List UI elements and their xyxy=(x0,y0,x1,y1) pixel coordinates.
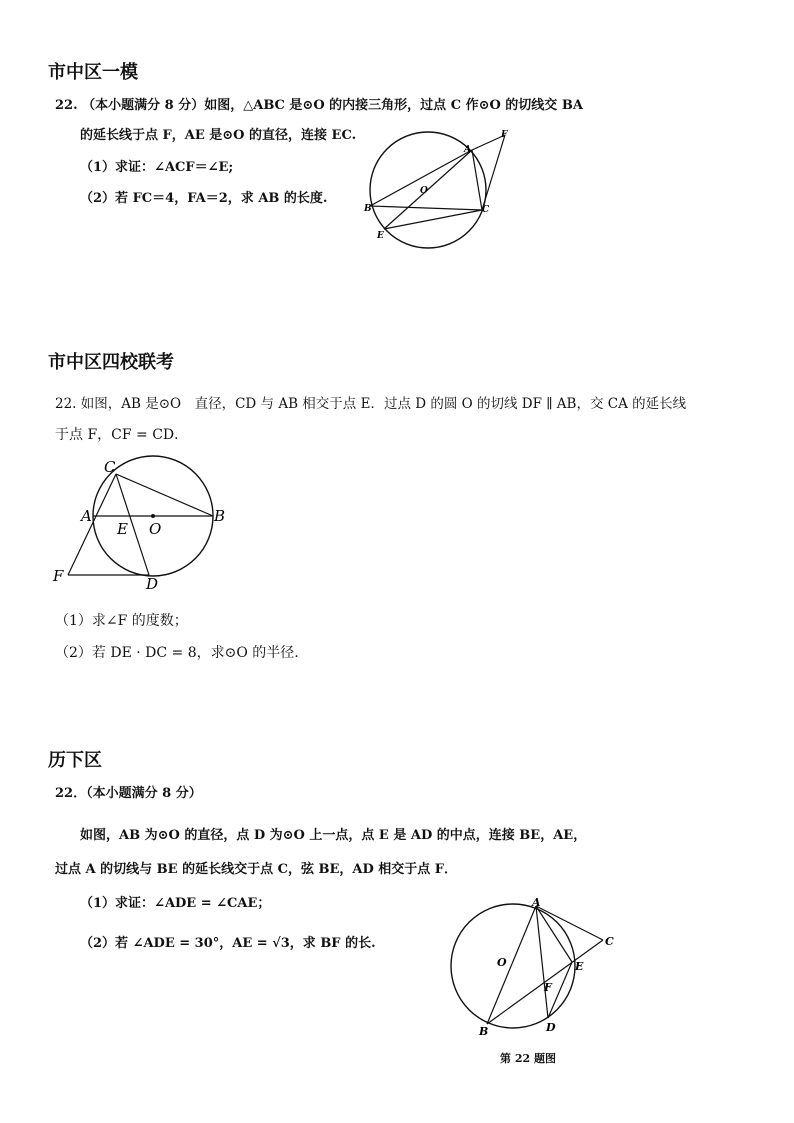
question-1: （1）求∠F 的度数； xyxy=(55,613,188,629)
point-label: C xyxy=(482,205,490,215)
point-label: C xyxy=(605,935,614,948)
point-label: B xyxy=(214,507,226,525)
segment xyxy=(68,474,116,575)
segment xyxy=(370,206,482,210)
point-label: D xyxy=(546,1021,556,1034)
point-label: E xyxy=(117,520,128,538)
segment xyxy=(370,150,472,206)
problem-line: 的延长线于点 F，AE 是⊙O 的直径，连接 EC. xyxy=(80,128,357,143)
problem-line: 如图，AB 为⊙O 的直径，点 D 为⊙O 上一点，点 E 是 AD 的中点，连接 BE，AE， xyxy=(80,828,587,843)
segment xyxy=(536,906,603,940)
point-label: C xyxy=(104,458,116,476)
problem-line: 于点 F，CF = CD． xyxy=(55,427,189,443)
question-2: （2）若 DE · DC = 8，求⊙O 的半径. xyxy=(55,645,299,661)
point-label: E xyxy=(575,960,584,973)
point-label: E xyxy=(377,231,384,241)
point-label: F xyxy=(501,130,508,140)
geometry-figure-1 xyxy=(360,125,520,250)
section-heading: 市中区一模 xyxy=(48,62,138,83)
point-label: D xyxy=(146,575,159,592)
circle-o xyxy=(451,904,575,1028)
question-1: （1）求证：∠ACF＝∠E; xyxy=(80,160,234,175)
center-point xyxy=(151,514,155,518)
point-label: O xyxy=(497,956,507,969)
point-label: A xyxy=(532,896,541,909)
point-label: O xyxy=(149,520,162,538)
question-2: （2）若 FC＝4，FA＝2，求 AB 的长度. xyxy=(80,191,328,206)
figure-caption: 第 22 题图 xyxy=(500,1052,556,1065)
question-2: （2）若 ∠ADE = 30°，AE = √3，求 BF 的长. xyxy=(80,936,376,951)
geometry-figure-3 xyxy=(440,892,630,1072)
point-label: A xyxy=(81,507,92,525)
question-1: （1）求证：∠ADE = ∠CAE； xyxy=(80,896,271,911)
problem-line: 过点 A 的切线与 BE 的延长线交于点 C，弦 BE，AD 相交于点 F． xyxy=(55,862,458,877)
problem-line: 22. 如图，AB 是⊙O 直径，CD 与 AB 相交于点 E．过点 D 的圆 O 的切线 DF ∥ AB，交 CA 的延长线 xyxy=(55,396,687,412)
point-label: F xyxy=(544,981,552,994)
point-label: A xyxy=(464,145,471,155)
segment xyxy=(116,474,213,516)
point-label: O xyxy=(420,186,428,196)
problem-line: 22. （本小题满分 8 分）如图，△ABC 是⊙O 的内接三角形，过点 C 作⊙O 的切线交 BA xyxy=(55,98,583,113)
problem-header: 22．（本小题满分 8 分） xyxy=(55,786,202,801)
geometry-figure-2 xyxy=(48,452,238,592)
point-label: F xyxy=(53,567,64,585)
section-heading: 历下区 xyxy=(48,750,102,771)
segment xyxy=(482,135,505,210)
point-label: B xyxy=(364,204,372,214)
section-heading: 市中区四校联考 xyxy=(48,352,174,373)
point-label: B xyxy=(479,1025,489,1038)
segment xyxy=(384,210,482,229)
segment xyxy=(384,150,472,229)
